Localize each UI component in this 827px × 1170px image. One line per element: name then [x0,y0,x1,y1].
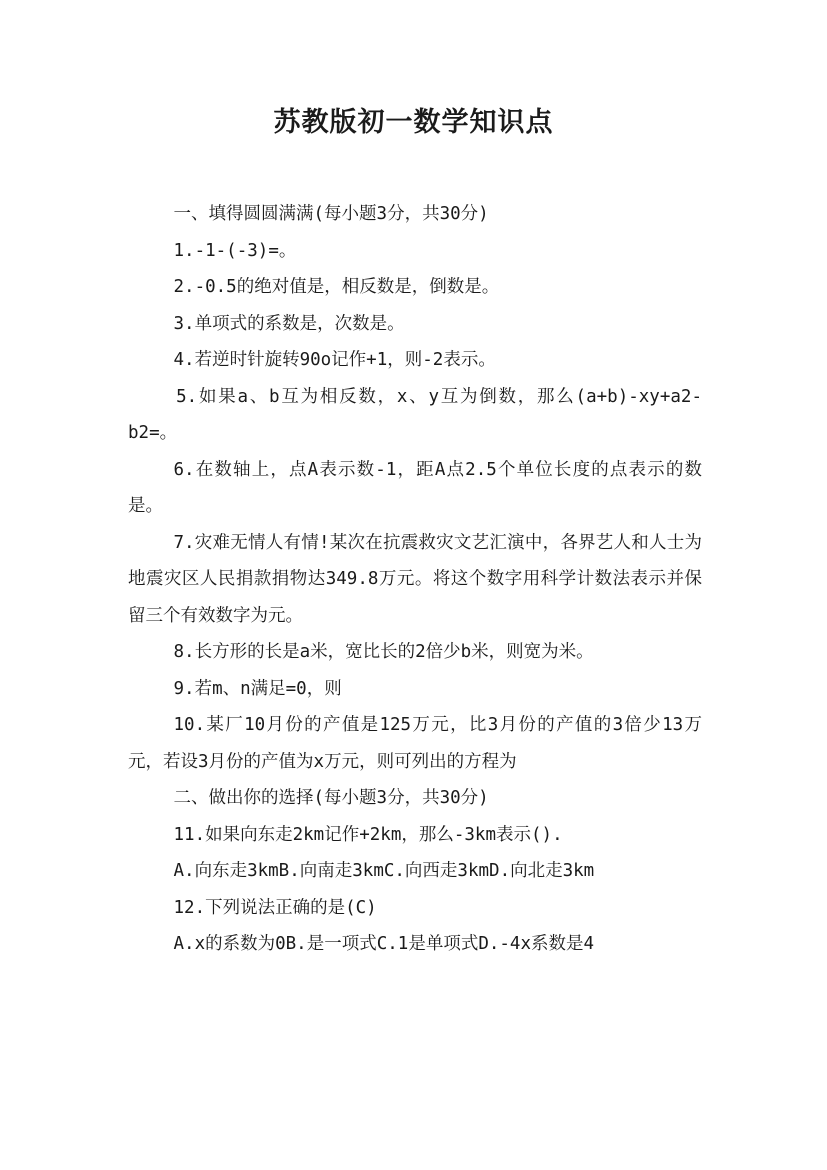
question-10: 10.某厂10月份的产值是125万元，比3月份的产值的3倍少13万元，若设3月份的产值为x万元，则可列出的方程为 [128,715,702,772]
question-7: 7.灾难无情人有情!某次在抗震救灾文艺汇演中，各界艺人和人士为地震灾区人民捐款捐物达349.8万元。将这个数字用科学计数法表示并保留三个有效数字为元。 [128,532,702,626]
question-1: 1.-1-(-3)=。 [173,240,297,261]
question-8: 8.长方形的长是a米，宽比长的2倍少b米，则宽为米。 [173,642,594,662]
section-heading-multiple-choice: 二、做出你的选择(每小题3分，共30分) [173,788,489,808]
question-12: 12.下列说法正确的是(C) [173,897,377,918]
question-2: 2.-0.5的绝对值是，相反数是，倒数是。 [173,277,500,297]
question-5: 5.如果a、b互为相反数，x、y互为倒数，那么(a+b)-xy+a2-b2=。 [128,386,702,443]
question-12-options: A.x的系数为0B.是一项式C.1是单项式D.-4x系数是4 [173,934,595,954]
question-3: 3.单项式的系数是，次数是。 [173,313,405,334]
question-11-options: A.向东走3kmB.向南走3kmC.向西走3kmD.向北走3km [173,861,595,881]
document-body [128,196,702,963]
question-4: 4.若逆时针旋转90o记作+1，则-2表示。 [173,350,496,370]
section-heading-fill-in: 一、填得圆圆满满(每小题3分，共30分) [173,204,489,224]
question-6: 6.在数轴上，点A表示数-1，距A点2.5个单位长度的点表示的数是。 [128,459,702,516]
document-title: 苏教版初一数学知识点 [273,107,554,138]
question-9: 9.若m、n满足=0，则 [173,678,342,699]
question-11: 11.如果向东走2km记作+2km，那么-3km表示(). [173,824,563,845]
